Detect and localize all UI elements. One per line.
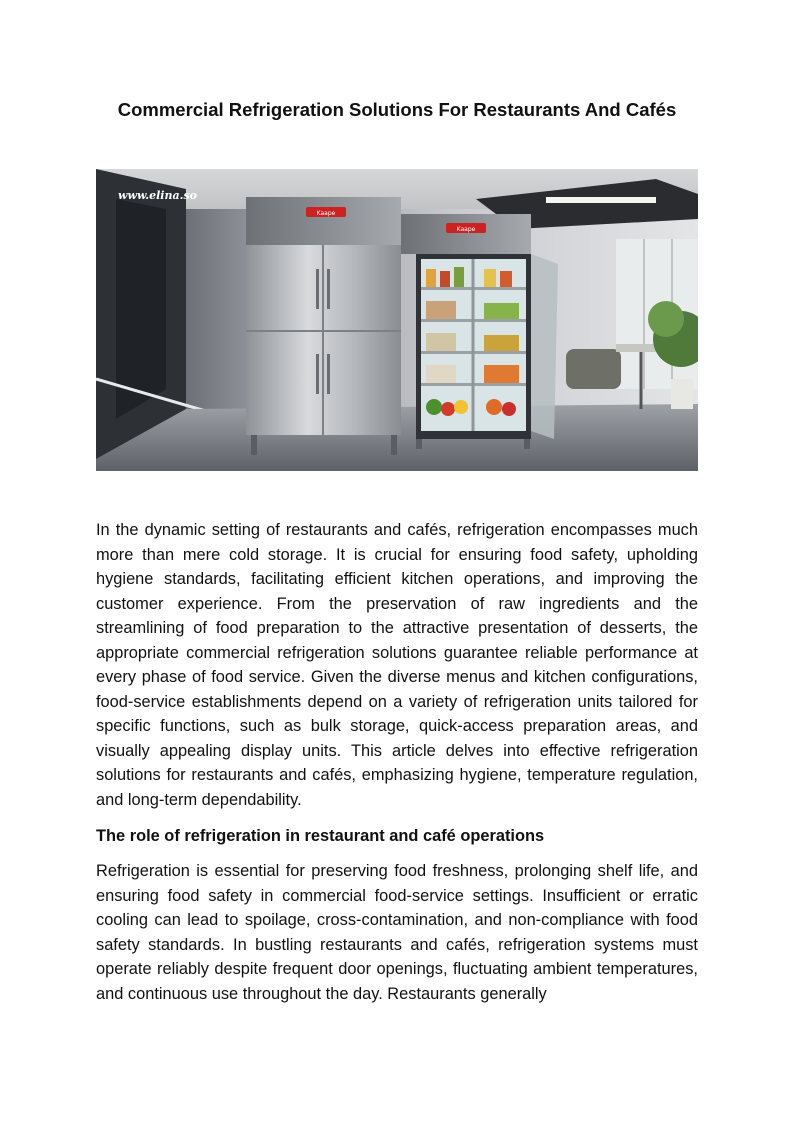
section-heading: The role of refrigeration in restaurant and café operations — [96, 827, 545, 845]
intro-paragraph: In the dynamic setting of restaurants and cafés, refrigeration encompasses much more than mere cold storage. It is crucial for ensuring food safety, upholding hygiene standards, facilitating efficient kitchen operations, and improving the customer experience. From the preservation of raw ingredients and the streamlining of food preparation to the attractive presentation of desserts, the appropriate commercial refrigeration solutions guarantee reliable performance at every phase of food service. Given the diverse menus and kitchen configurations, food-service establishments depend on a variety of refrigeration units tailored for specific functions, such as bulk storage, quick-access preparation areas, and visually appealing display units. This article delves into effective refrigeration solutions for restaurants and cafés, emphasizing hygiene, temperature regulation, and long-term dependability. — [96, 521, 698, 809]
hero-image — [96, 169, 698, 471]
section-paragraph: Refrigeration is essential for preserving food freshness, prolonging shelf life, and ensuring food safety in commercial food-service settings. Insufficient or erratic cooling can lead to spoilage, cross-contamination, and non-compliance with food safety standards. In bustling restaurants and cafés, refrigeration systems must operate reliably despite frequent door openings, fluctuating ambient temperatures, and continuous use throughout the day. Restaurants generally — [96, 862, 698, 1003]
watermark: www.elina.so — [118, 189, 197, 202]
page-title: Commercial Refrigeration Solutions For Restaurants And Cafés — [117, 99, 677, 120]
brand-badge-right: Kaape — [456, 226, 476, 233]
brand-badge-left: Kaape — [316, 210, 336, 217]
